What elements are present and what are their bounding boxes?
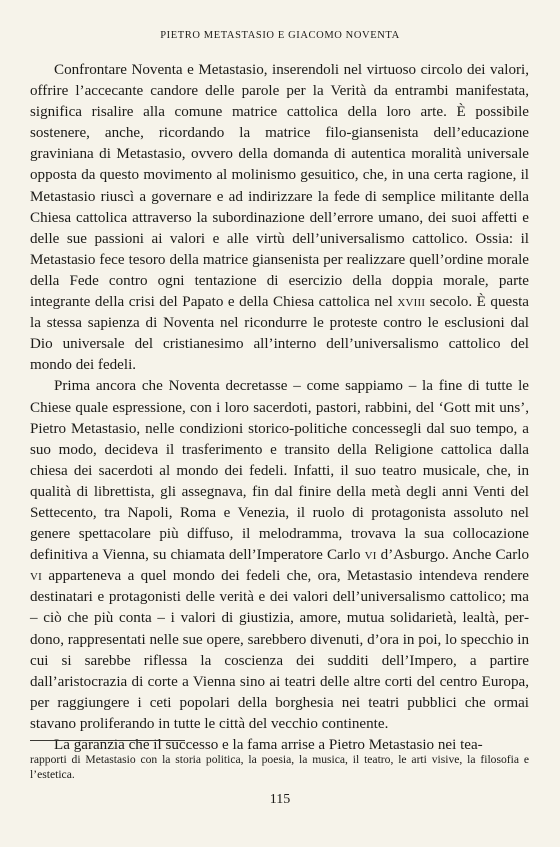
page-number: 115 [269,792,291,807]
regnal-numeral: vi [30,568,43,585]
paragraph-1-text-b: secolo. È questa la stessa sapienza di Noventa nel ricondurre le proteste contro le esclusioni dal Dio universale del cristianesimo all’interno dell’universalismo cattolico del mondo dei fedeli. [30,294,529,374]
footnote-divider [30,740,185,741]
main-text [30,60,529,756]
footnote: rapporti di Metastasio con la storia politica, la poesia, la musica, il teatro, le arti visive, la filosofia e l’estetica. [30,753,529,781]
regnal-numeral: vi [364,547,377,564]
century-numeral: xviii [397,294,426,311]
paragraph-2 [30,376,529,735]
paragraph-3: La garanzia che il successo e la fama arrise a Pietro Metastasio nei tea- [54,737,483,753]
paragraph-1-text-a: Confrontare Noventa e Metastasio, inserendoli nel virtuoso circolo dei valori, offrire l’accecante candore delle parole per la Verità da entrambi manifestata, significa risalire alla comune matrice cattolica della loro arte. È possibile sostenere, anche, ricordando la matrice filo-giansenista dell’educazione graviniana di Metastasio, ovvero della domanda di autentica moralità universale opposta da questo movimento al molinismo gesuitico, che, in una certa ragione, il Metastasio riuscì a governare e ad indirizzare la fede di semplice militante della Chiesa cattolica attraverso la subordinazione dell’errore umano, dei suoi affetti e delle sue passioni ai valori e alle virtù dell’universalismo cattolico. Ossia: il Metastasio fece tesoro della matrice giansenista per realizzare quell’ordine morale della Fede contro ogni tentazione di esercizio della doppia morale, parte integrante della crisi del Papato e della Chiesa cattolica nel [30,62,529,311]
running-head: PIETRO METASTASIO E GIACOMO NOVENTA [160,30,400,41]
paragraph-1 [30,60,529,376]
paragraph-2-text-c: apparteneva a quel mondo dei fedeli che, ora, Metastasio intendeva rendere destinatari e protagonisti delle verità e dei valori dell’universalismo cattolico; ma – ciò che più conta – i valori di giustizia, amore, mutua solidarietà, lealtà, perdono, rappresentati nelle sue opere, sarebbero divenuti, d’ora in poi, lo specchio in cui si sarebbe riflessa la coscienza dei sudditi dell’Impero, a partire dall’aristocrazia di corte a Vienna sino ai teatri delle altre corti del centro Europa, per raggiungere i ceti popolari della borghesia nei teatri pubblici che ormai stavano proliferando in tutte le città del vecchio continente. [30,568,529,732]
paragraph-2-text-b: d’Asburgo. Anche Carlo [376,547,529,564]
paragraph-2-text-a: Prima ancora che Noventa decretasse – come sappiamo – la fine di tutte le Chiese quale espressione, con i loro sacerdoti, pastori, rabbini, del ‘Gott mit uns’, Pietro Metastasio, nelle condizioni storico-politiche concessegli dal suo tempo, a suo modo, decideva il trasferimento e transito della Religione cattolica dalla chiesa dei sacerdoti al mondo dei fedeli. Infatti, il suo teatro musicale, che, in qualità di librettista, gli assegnava, fin dal finire della metà degli anni Venti del Settecento, tra Napoli, Roma e Venezia, il ruolo di protagonista assoluto nel genere spettacolare più diffuso, il melodramma, trovava la sua collocazione definitiva a Vienna, su chiamata dell’Imperatore Carlo [30,378,529,564]
